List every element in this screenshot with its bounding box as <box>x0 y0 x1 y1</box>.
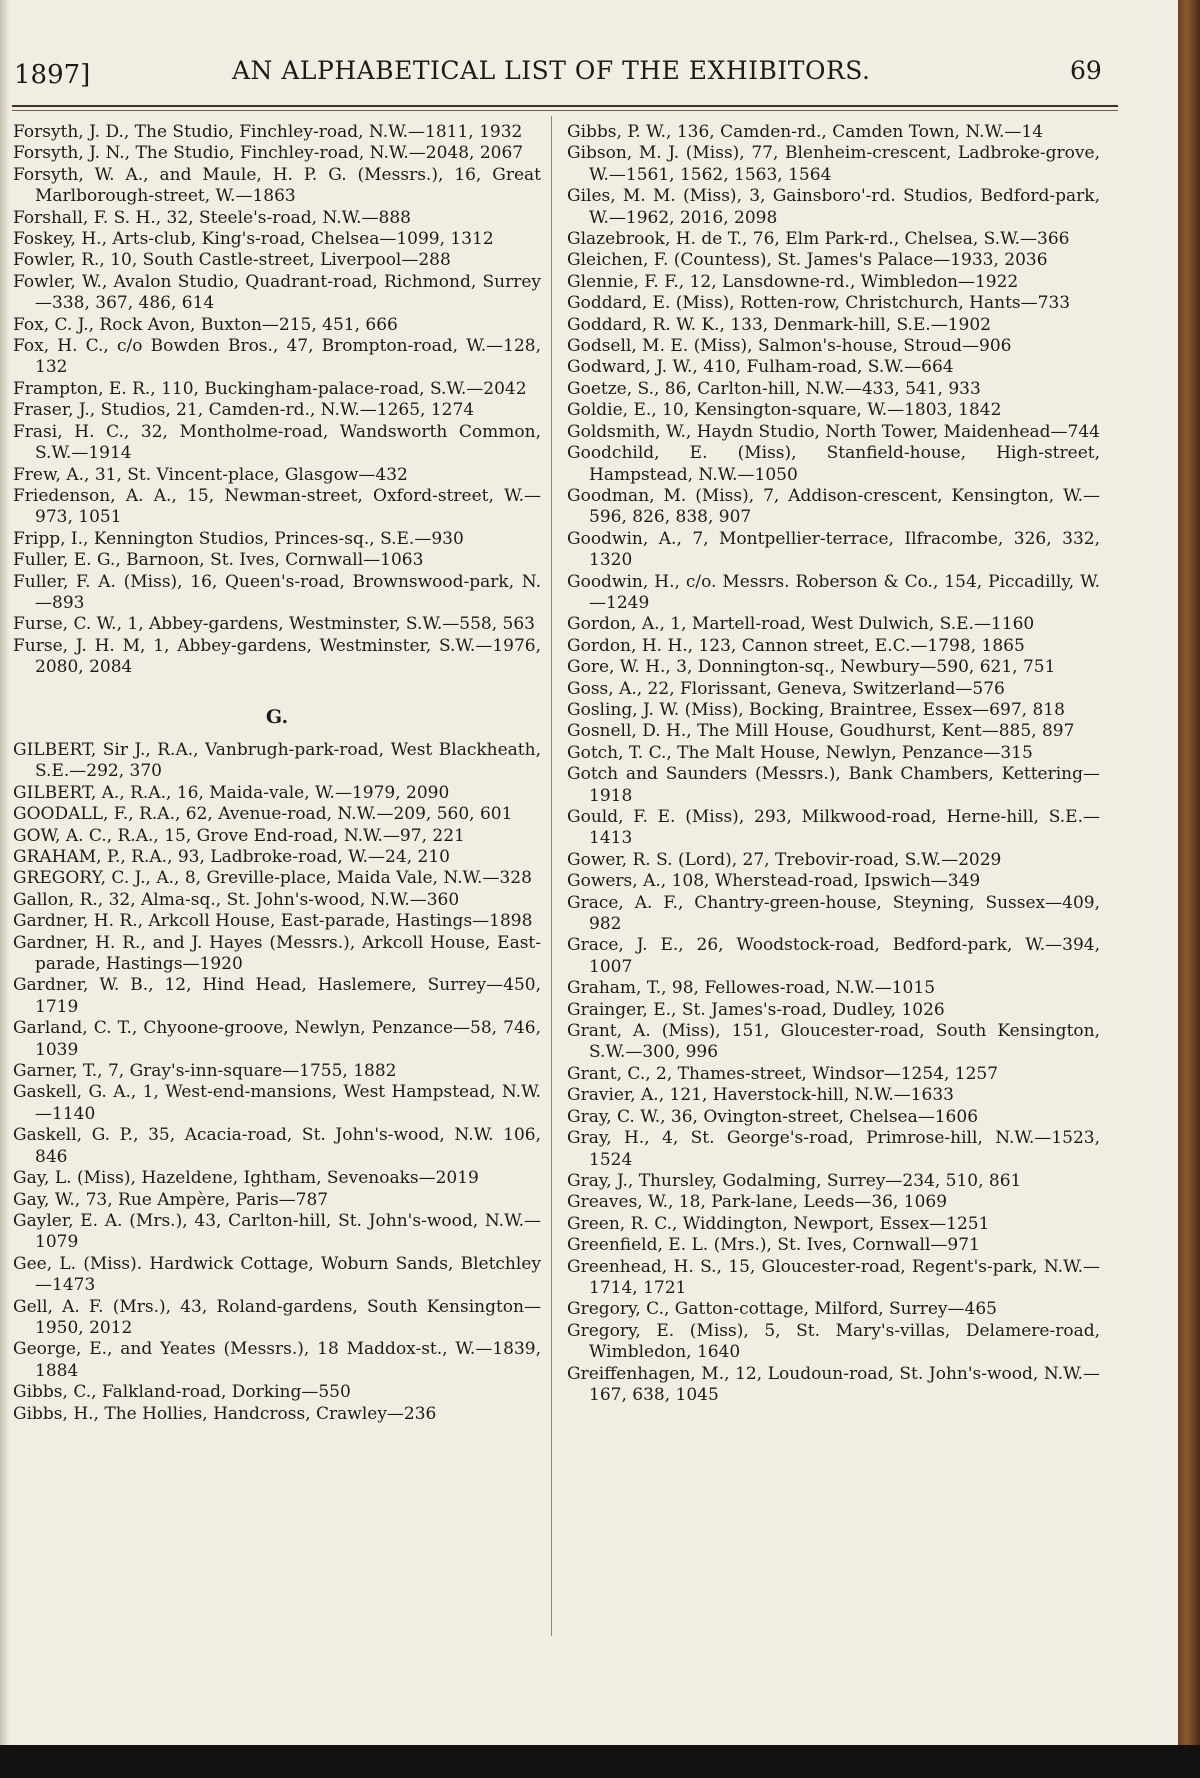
exhibitor-entry: Fraser, J., Studios, 21, Camden-rd., N.W.—1265, 1274 <box>13 400 475 421</box>
exhibitor-entry: Gibbs, P. W., 136, Camden-rd., Camden Town, N.W.—14 <box>567 122 1044 142</box>
exhibitor-entry: Gibbs, C., Falkland-road, Dorking—550 <box>13 1382 351 1403</box>
exhibitor-entry: GILBERT, Sir J., R.A., Vanbrugh-park-road, West Blackheath, S.E.—292, 370 <box>13 739 541 782</box>
exhibitor-entry: Gower, R. S. (Lord), 27, Trebovir-road, S.W.—2029 <box>567 849 1002 870</box>
exhibitor-entry: Gee, L. (Miss). Hardwick Cottage, Woburn Sands, Bletchley—1473 <box>13 1253 541 1296</box>
exhibitor-entry: Green, R. C., Widdington, Newport, Essex—1251 <box>567 1213 990 1234</box>
exhibitor-entry: Fox, H. C., c/o Bowden Bros., 47, Brompton-road, W.—128, 132 <box>13 336 541 378</box>
exhibitor-entry: Graham, T., 98, Fellowes-road, N.W.—1015 <box>567 978 936 999</box>
left-entries-g <box>13 740 541 1425</box>
exhibitor-entry: Goldsmith, W., Haydn Studio, North Tower, Maidenhead—744 <box>567 421 1101 442</box>
exhibitor-entry: Frampton, E. R., 110, Buckingham-palace-road, S.W.—2042 <box>13 378 527 399</box>
exhibitor-entry: Furse, J. H. M, 1, Abbey-gardens, Westminster, S.W.—1976, 2080, 2084 <box>13 635 541 678</box>
header-year: 1897] <box>14 60 91 90</box>
exhibitor-entry: Forsyth, J. N., The Studio, Finchley-road, N.W.—2048, 2067 <box>13 143 524 164</box>
exhibitor-entry: Gay, L. (Miss), Hazeldene, Ightham, Sevenoaks—2019 <box>13 1168 479 1189</box>
exhibitor-entry: Foskey, H., Arts-club, King's-road, Chelsea—1099, 1312 <box>13 229 494 250</box>
exhibitor-entry: Gardner, H. R., and J. Hayes (Messrs.), Arkcoll House, East-parade, Hastings—1920 <box>13 932 541 975</box>
exhibitor-entry: Gleichen, F. (Countess), St. James's Palace—1933, 2036 <box>567 250 1048 271</box>
exhibitor-entry: Grant, A. (Miss), 151, Gloucester-road, South Kensington, S.W.—300, 996 <box>567 1021 1100 1063</box>
exhibitor-entry: Gould, F. E. (Miss), 293, Milkwood-road, Herne-hill, S.E.—1413 <box>567 807 1100 849</box>
exhibitor-entry: Gibbs, H., The Hollies, Handcross, Crawley—236 <box>13 1403 437 1424</box>
exhibitor-entry: Gravier, A., 121, Haverstock-hill, N.W.—1633 <box>567 1085 954 1106</box>
exhibitor-entry: Glazebrook, H. de T., 76, Elm Park-rd., Chelsea, S.W.—366 <box>567 229 1070 250</box>
left-column <box>13 122 541 1425</box>
section-letter-g: G. <box>265 705 289 728</box>
exhibitor-entry: Fuller, F. A. (Miss), 16, Queen's-road, Brownswood-park, N.—893 <box>13 571 541 613</box>
exhibitor-entry: Gosnell, D. H., The Mill House, Goudhurst, Kent—885, 897 <box>567 721 1075 742</box>
exhibitor-entry: Gotch and Saunders (Messrs.), Bank Chambers, Kettering—1918 <box>567 764 1100 806</box>
exhibitor-entry: Goodwin, A., 7, Montpellier-terrace, Ilfracombe, 326, 332, 1320 <box>567 528 1100 571</box>
exhibitor-entry: GILBERT, A., R.A., 16, Maida-vale, W.—1979, 2090 <box>13 782 450 803</box>
exhibitor-entry: Fox, C. J., Rock Avon, Buxton—215, 451, 666 <box>13 314 398 335</box>
exhibitor-entry: Garland, C. T., Chyoone-groove, Newlyn, Penzance—58, 746, 1039 <box>13 1018 541 1060</box>
page-gutter-shadow <box>0 0 10 1745</box>
exhibitor-entry: Glennie, F. F., 12, Lansdowne-rd., Wimbledon—1922 <box>567 271 1019 292</box>
exhibitor-entry: Gore, W. H., 3, Donnington-sq., Newbury—590, 621, 751 <box>567 657 1056 678</box>
exhibitor-entry: Godsell, M. E. (Miss), Salmon's-house, Stroud—906 <box>567 336 1012 357</box>
exhibitor-entry: George, E., and Yeates (Messrs.), 18 Maddox-st., W.—1839, 1884 <box>13 1339 541 1381</box>
page-header <box>14 52 1114 92</box>
right-column <box>567 122 1100 1406</box>
exhibitor-entry: Gallon, R., 32, Alma-sq., St. John's-wood, N.W.—360 <box>13 889 460 910</box>
exhibitor-entry: Gosling, J. W. (Miss), Bocking, Braintree, Essex—697, 818 <box>567 699 1065 720</box>
exhibitor-entry: Frasi, H. C., 32, Montholme-road, Wandsworth Common, S.W.—1914 <box>13 421 541 464</box>
exhibitor-entry: Gaskell, G. P., 35, Acacia-road, St. John's-wood, N.W. 106, 846 <box>13 1125 541 1167</box>
exhibitor-entry: Gell, A. F. (Mrs.), 43, Roland-gardens, South Kensington—1950, 2012 <box>13 1296 541 1338</box>
exhibitor-entry: Gaskell, G. A., 1, West-end-mansions, West Hampstead, N.W.—1140 <box>13 1082 541 1124</box>
exhibitor-entry: Greenhead, H. S., 15, Gloucester-road, Regent's-park, N.W.—1714, 1721 <box>567 1256 1100 1298</box>
header-title: AN ALPHABETICAL LIST OF THE EXHIBITORS. <box>232 56 871 85</box>
header-rule <box>12 105 1118 107</box>
exhibitor-entry: GREGORY, C. J., A., 8, Greville-place, Maida Vale, N.W.—328 <box>13 868 532 889</box>
exhibitor-entry: Godward, J. W., 410, Fulham-road, S.W.—664 <box>567 357 954 378</box>
exhibitor-entry: Greenfield, E. L. (Mrs.), St. Ives, Cornwall—971 <box>567 1235 980 1256</box>
exhibitor-entry: Forshall, F. S. H., 32, Steele's-road, N.W.—888 <box>13 207 411 228</box>
exhibitor-entry: Goddard, E. (Miss), Rotten-row, Christchurch, Hants—733 <box>567 293 1071 314</box>
exhibitor-entry: Gardner, H. R., Arkcoll House, East-parade, Hastings—1898 <box>13 911 533 932</box>
header-rule-thin <box>12 110 1118 111</box>
exhibitor-entry: Gray, C. W., 36, Ovington-street, Chelsea—1606 <box>567 1106 979 1127</box>
exhibitor-entry: Goodchild, E. (Miss), Stanfield-house, High-street, Hampstead, N.W.—1050 <box>567 443 1100 485</box>
column-divider <box>551 116 552 1636</box>
exhibitor-entry: Goldie, E., 10, Kensington-square, W.—1803, 1842 <box>567 400 1002 421</box>
exhibitor-entry: Friedenson, A. A., 15, Newman-street, Oxford-street, W.—973, 1051 <box>13 485 541 528</box>
exhibitor-entry: Fowler, W., Avalon Studio, Quadrant-road, Richmond, Surrey—338, 367, 486, 614 <box>13 271 541 314</box>
exhibitor-entry: Gardner, W. B., 12, Hind Head, Haslemere, Surrey—450, 1719 <box>13 975 541 1017</box>
exhibitor-entry: Gay, W., 73, Rue Ampère, Paris—787 <box>13 1189 329 1210</box>
book-spine-edge <box>1178 0 1200 1778</box>
exhibitor-entry: GOW, A. C., R.A., 15, Grove End-road, N.W.—97, 221 <box>13 825 465 846</box>
exhibitor-entry: Forsyth, J. D., The Studio, Finchley-road, N.W.—1811, 1932 <box>13 122 523 142</box>
exhibitor-entry: Gregory, E. (Miss), 5, St. Mary's-villas, Delamere-road, Wimbledon, 1640 <box>567 1320 1100 1363</box>
exhibitor-entry: GOODALL, F., R.A., 62, Avenue-road, N.W.—209, 560, 601 <box>13 804 513 825</box>
exhibitor-entry: Greaves, W., 18, Park-lane, Leeds—36, 1069 <box>567 1192 948 1213</box>
exhibitor-entry: GRAHAM, P., R.A., 93, Ladbroke-road, W.—24, 210 <box>13 847 450 867</box>
exhibitor-entry: Goss, A., 22, Florissant, Geneva, Switzerland—576 <box>567 678 1005 699</box>
exhibitor-entry: Gayler, E. A. (Mrs.), 43, Carlton-hill, St. John's-wood, N.W.—1079 <box>13 1210 541 1253</box>
exhibitor-entry: Garner, T., 7, Gray's-inn-square—1755, 1882 <box>13 1061 397 1082</box>
exhibitor-entry: Grace, A. F., Chantry-green-house, Steyning, Sussex—409, 982 <box>567 892 1100 935</box>
exhibitor-entry: Gordon, H. H., 123, Cannon street, E.C.—1798, 1865 <box>567 635 1025 656</box>
exhibitor-entry: Gray, J., Thursley, Godalming, Surrey—234, 510, 861 <box>567 1170 1022 1191</box>
exhibitor-entry: Gotch, T. C., The Malt House, Newlyn, Penzance—315 <box>567 742 1033 763</box>
page-number: 69 <box>1070 56 1102 85</box>
left-entries-f <box>13 122 541 679</box>
exhibitor-entry: Giles, M. M. (Miss), 3, Gainsboro'-rd. Studios, Bedford-park, W.—1962, 2016, 2098 <box>567 186 1100 228</box>
exhibitor-entry: Fuller, E. G., Barnoon, St. Ives, Cornwall—1063 <box>13 550 424 571</box>
bottom-background <box>0 1745 1200 1778</box>
exhibitor-entry: Gordon, A., 1, Martell-road, West Dulwich, S.E.—1160 <box>567 614 1035 635</box>
exhibitor-entry: Goetze, S., 86, Carlton-hill, N.W.—433, 541, 933 <box>567 378 981 399</box>
exhibitor-entry: Gowers, A., 108, Wherstead-road, Ipswich—349 <box>567 871 981 892</box>
exhibitor-entry: Frew, A., 31, St. Vincent-place, Glasgow—432 <box>13 464 408 485</box>
exhibitor-entry: Grainger, E., St. James's-road, Dudley, 1026 <box>567 999 945 1020</box>
exhibitor-entry: Gregory, C., Gatton-cottage, Milford, Surrey—465 <box>567 1299 997 1320</box>
exhibitor-entry: Goodwin, H., c/o. Messrs. Roberson & Co., 154, Piccadilly, W.—1249 <box>567 571 1100 613</box>
exhibitor-entry: Grace, J. E., 26, Woodstock-road, Bedford-park, W.—394, 1007 <box>567 935 1100 977</box>
exhibitor-entry: Gibson, M. J. (Miss), 77, Blenheim-crescent, Ladbroke-grove, W.—1561, 1562, 1563, 1564 <box>567 143 1100 185</box>
exhibitor-entry: Fripp, I., Kennington Studios, Princes-sq., S.E.—930 <box>13 528 464 549</box>
exhibitor-entry: Fowler, R., 10, South Castle-street, Liverpool—288 <box>13 250 451 271</box>
exhibitor-entry: Forsyth, W. A., and Maule, H. P. G. (Messrs.), 16, Great Marlborough-street, W.—1863 <box>13 164 541 207</box>
exhibitor-entry: Grant, C., 2, Thames-street, Windsor—1254, 1257 <box>567 1063 999 1084</box>
exhibitor-entry: Greiffenhagen, M., 12, Loudoun-road, St. John's-wood, N.W.—167, 638, 1045 <box>567 1363 1100 1405</box>
exhibitor-entry: Furse, C. W., 1, Abbey-gardens, Westminster, S.W.—558, 563 <box>13 614 535 635</box>
exhibitor-entry: Goddard, R. W. K., 133, Denmark-hill, S.E.—1902 <box>567 314 991 335</box>
exhibitor-entry: Goodman, M. (Miss), 7, Addison-crescent, Kensington, W.—596, 826, 838, 907 <box>567 485 1100 528</box>
exhibitor-entry: Gray, H., 4, St. George's-road, Primrose-hill, N.W.—1523, 1524 <box>567 1128 1100 1170</box>
